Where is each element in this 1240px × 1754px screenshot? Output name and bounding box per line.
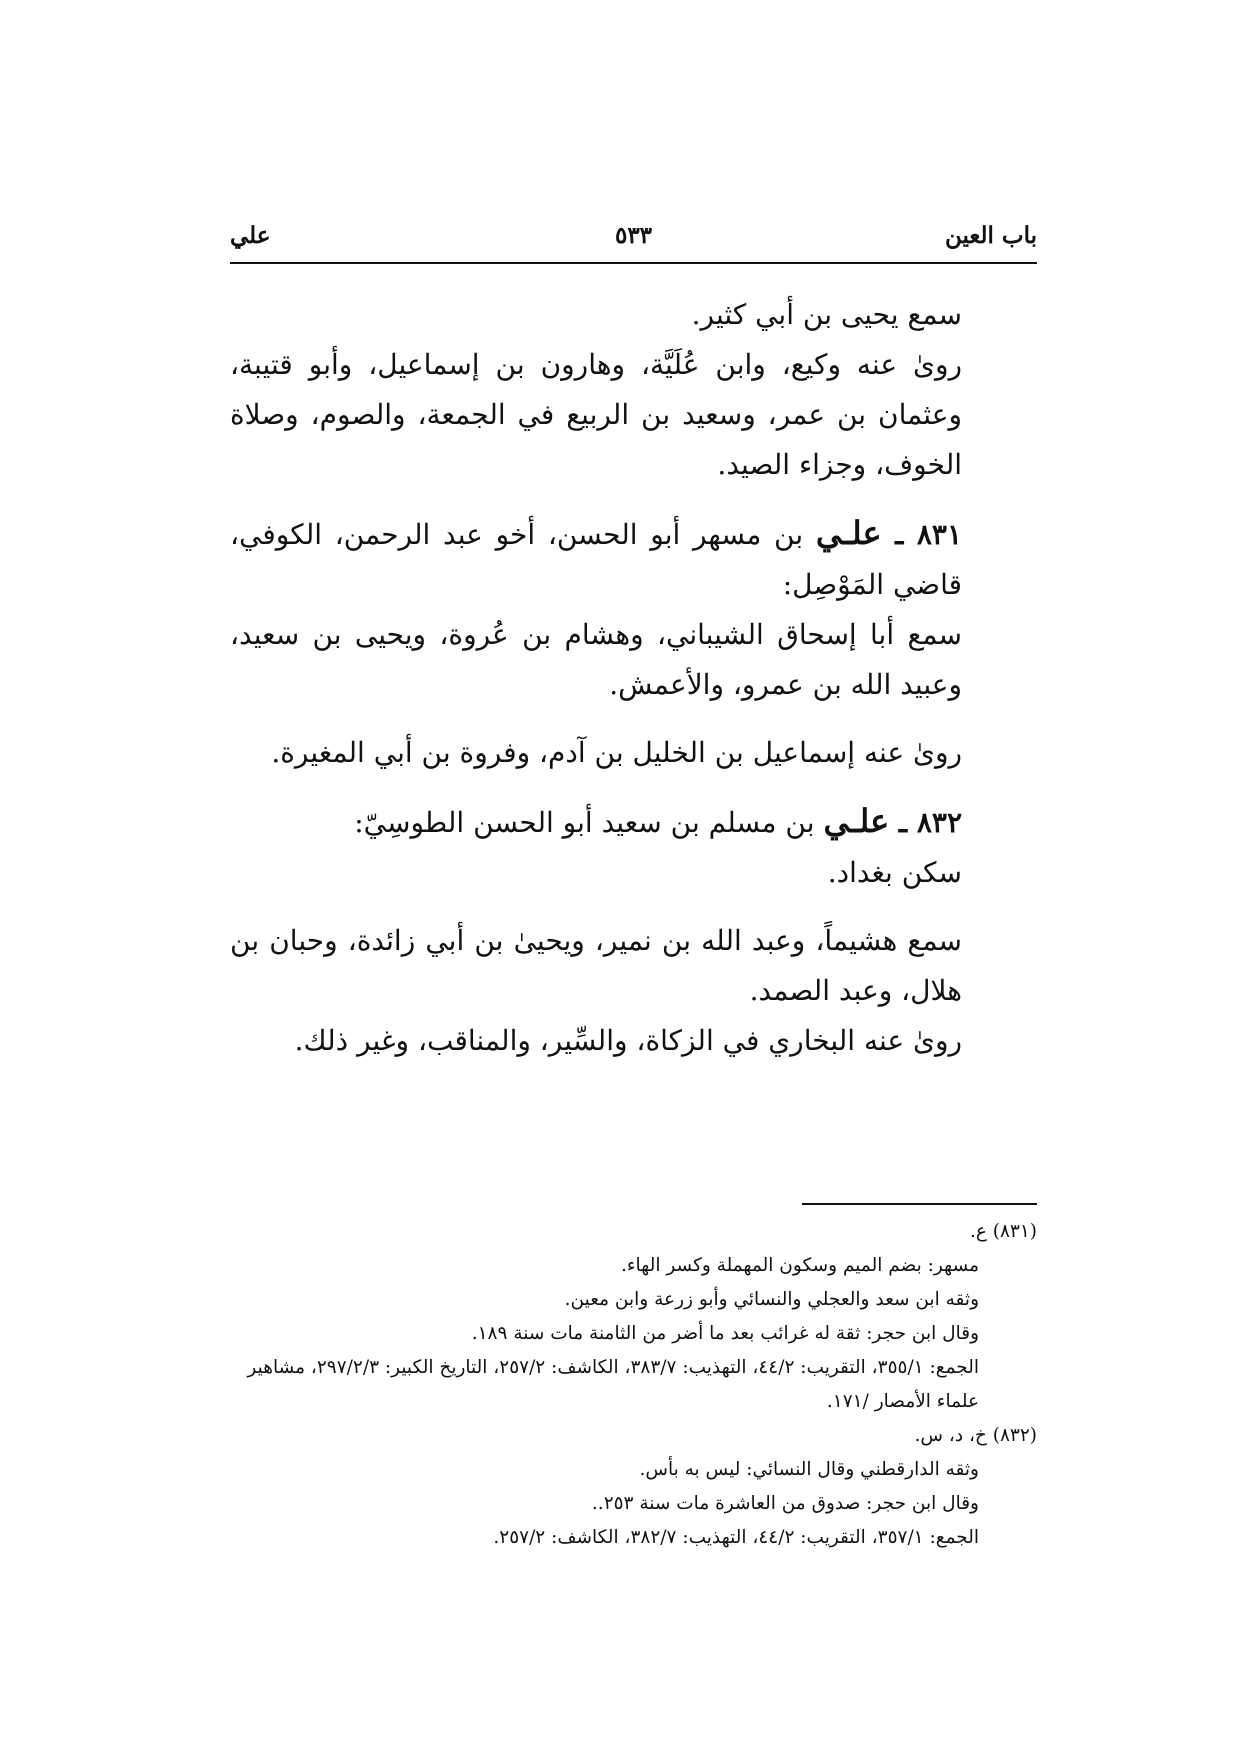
footnote-832-head: (٨٣٢) خ، د، س. <box>914 1425 1037 1446</box>
paragraph-narrators: روىٰ عنه البخاري في الزكاة، والسِّير، والمناقب، وغير ذلك. <box>294 1024 962 1057</box>
footnote-831-head: (٨٣١) ع. <box>969 1221 1037 1242</box>
paragraph-narrators: روىٰ عنه وكيع، وابن عُلَيَّة، وهارون بن إسماعيل، وأبو قتيبة، وعثمان بن عمر، وسعيد بن الربيع في الجمعة، والصوم، وصلاة الخوف، وجزاء الصيد. <box>230 348 962 481</box>
footnote-line: الجمع: ٣٥٥/١، التقريب: ٤٤/٢، التهذيب: ٣٨٣/٧، الكاشف: ٢٥٧/٢، التاريخ الكبير: ٢٩٧/٢/٣، مشاهير علماء الأمصار /١٧١. <box>247 1357 979 1412</box>
entry-description: بن مسلم بن سعيد أبو الحسن الطوسِيّ: <box>354 806 824 839</box>
page-number: ٥٣٣ <box>614 222 653 249</box>
paragraph-residence: سكن بغداد. <box>827 856 962 889</box>
entry-831-heading <box>230 508 1037 610</box>
footnote-line: مسهر: بضم الميم وسكون المهملة وكسر الهاء. <box>620 1255 979 1276</box>
footnote-line: الجمع: ٣٥٧/١، التقريب: ٤٤/٢، التهذيب: ٣٨٢/٧، الكاشف: ٢٥٧/٢. <box>493 1527 979 1548</box>
main-text <box>230 290 1037 1066</box>
footnote-line: وثقه الدارقطني وقال النسائي: ليس به بأس. <box>639 1459 979 1480</box>
paragraph-heard-from: سمع أبا إسحاق الشيباني، وهشام بن عُروة، ويحيى بن سعيد، وعبيد الله بن عمرو، والأعمش. <box>230 618 962 701</box>
running-head-name: علي <box>230 222 271 249</box>
entry-832-heading <box>230 796 1037 848</box>
footnotes <box>230 1215 1037 1555</box>
footnote-separator <box>802 1203 1037 1205</box>
page-header <box>230 218 1037 264</box>
entry-name: علـي <box>815 514 882 552</box>
entry-name: علـي <box>823 802 890 840</box>
footnote-line: وقال ابن حجر: ثقة له غرائب بعد ما أضر من الثامنة مات سنة ١٨٩. <box>471 1323 979 1344</box>
entry-number: ٨٣٢ ـ <box>889 806 962 839</box>
paragraph-heard-from: سمع هشيماً، وعبد الله بن نمير، ويحيىٰ بن أبي زائدة، وحبان بن هلال، وعبد الصمد. <box>230 924 962 1007</box>
entry-description: بن مسهر أبو الحسن، أخو عبد الرحمن، الكوفي، قاضي المَوْصِل: <box>230 518 962 601</box>
paragraph-heard-from: سمع يحيى بن أبي كثير. <box>691 298 962 331</box>
entry-number: ٨٣١ ـ <box>881 518 963 551</box>
footnote-line: وقال ابن حجر: صدوق من العاشرة مات سنة ٢٥٣.. <box>591 1493 979 1514</box>
footnote-line: وثقه ابن سعد والعجلي والنسائي وأبو زرعة وابن معين. <box>564 1289 979 1310</box>
paragraph-narrators: روىٰ عنه إسماعيل بن الخليل بن آدم، وفروة بن أبي المغيرة. <box>271 736 962 769</box>
chapter-title: باب العين <box>944 222 1037 249</box>
